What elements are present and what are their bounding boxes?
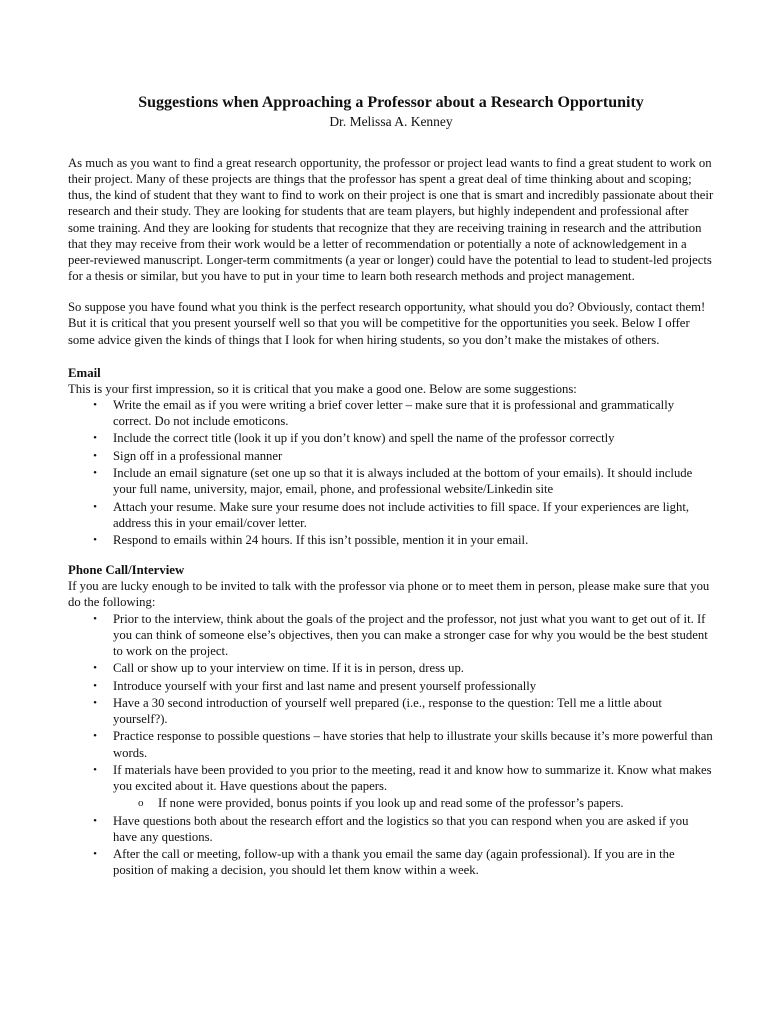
list-item-text: Sign off in a professional manner	[113, 448, 283, 463]
list-item-text: Write the email as if you were writing a brief cover letter – make sure that it is professional and grammatically correct. Do not include emoticons.	[113, 397, 675, 429]
list-item	[68, 762, 714, 794]
list-item	[68, 728, 714, 760]
list-item-text: Prior to the interview, think about the goals of the project and the professor, not just what you want to get out of it. If you can think of someone else’s objectives, then you can make a stronger case for why you would be the best student to work on the project.	[113, 611, 708, 658]
email-list	[68, 397, 714, 548]
bullet-icon: •	[93, 763, 97, 776]
intro-paragraph-2: So suppose you have found what you think is the perfect research opportunity, what should you do? Obviously, contact them! But it is critical that you present yourself well so that you will be competitive for the opportunities you seek. Below I offer some advice given the kinds of things that I look for when hiring students, so you don’t make the mistakes of others.	[68, 300, 706, 347]
bullet-icon: •	[93, 696, 97, 709]
list-item-text: Attach your resume. Make sure your resume does not include activities to fill space. If your experiences are light, address this in your email/cover letter.	[113, 499, 690, 530]
list-item	[68, 465, 714, 497]
email-heading: Email	[68, 365, 101, 380]
email-lead: This is your first impression, so it is critical that you make a good one. Below are some suggestions:	[68, 381, 577, 396]
list-item	[68, 611, 714, 659]
bullet-icon: •	[93, 534, 97, 547]
list-item-text: Introduce yourself with your first and last name and present yourself professionally	[113, 678, 537, 693]
list-item-text: Have a 30 second introduction of yourself well prepared (i.e., response to the question: Tell me a little about yourself?).	[113, 695, 662, 727]
bullet-icon: •	[93, 679, 97, 692]
list-item	[68, 695, 714, 727]
list-item	[68, 430, 714, 446]
list-item-text: Include an email signature (set one up so that it is always included at the bottom of your emails). It should include your full name, university, major, email, phone, and professional website/Linkedin site	[113, 466, 693, 497]
list-item	[68, 448, 714, 464]
document-title: Suggestions when Approaching a Professor about a Research Opportunity	[138, 94, 644, 111]
sub-list-item-text: If none were provided, bonus points if you look up and read some of the professor’s papers.	[158, 796, 624, 811]
bullet-icon: •	[93, 500, 97, 513]
list-item-text: Practice response to possible questions – have stories that help to illustrate your skills because it’s more powerful than words.	[113, 729, 713, 760]
bullet-icon: •	[93, 848, 97, 861]
sub-list-item	[68, 795, 714, 811]
list-item-text: After the call or meeting, follow-up with a thank you email the same day (again professional). If you are in the position of making a decision, you should let them know within a week.	[113, 847, 675, 878]
list-item-text: Have questions both about the research effort and the logistics so that you can respond when you are asked if you have any questions.	[113, 813, 689, 844]
list-item	[68, 532, 714, 548]
phone-list	[68, 611, 714, 879]
phone-heading: Phone Call/Interview	[68, 563, 185, 578]
bullet-icon: •	[93, 662, 97, 675]
bullet-icon: •	[93, 467, 97, 480]
bullet-icon: •	[93, 432, 97, 445]
list-item	[68, 499, 714, 531]
list-item	[68, 660, 714, 676]
phone-lead: If you are lucky enough to be invited to talk with the professor via phone or to meet them in person, please make sure that you do the following:	[68, 579, 710, 610]
bullet-icon: •	[93, 612, 97, 625]
list-item-text: Include the correct title (look it up if you don’t know) and spell the name of the professor correctly	[113, 431, 615, 446]
list-item	[68, 397, 714, 429]
list-item	[68, 846, 714, 878]
bullet-icon: •	[93, 730, 97, 743]
intro-paragraph-1: As much as you want to find a great research opportunity, the professor or project lead wants to find a great student to work on their project. Many of these projects are things that the professor has spent a great deal of time thinking about and scoping; thus, the kind of student that they want to find to work on their project is one that is smart and incredibly passionate about their research and their study. They are looking for students that are team players, but highly independent and professional after some training. And they are looking for students that recognize that they are receiving training in research and the attribution that they may receive from their work would be a letter of recommendation or potentially a note of acknowledgement in a peer-reviewed manuscript. Longer-term commitments (a year or longer) could have the potential to lead to student-led projects for a thesis or similar, but you have to put in your time to learn both research methods and project management.	[68, 156, 714, 284]
list-item	[68, 678, 714, 694]
bullet-icon: •	[93, 449, 97, 462]
author-name: Dr. Melissa A. Kenney	[329, 114, 453, 129]
list-item-text: Call or show up to your interview on time. If it is in person, dress up.	[113, 661, 464, 676]
list-item	[68, 813, 714, 845]
bullet-icon: •	[93, 398, 97, 411]
sub-bullet-icon: o	[138, 797, 144, 810]
bullet-icon: •	[93, 814, 97, 827]
list-item-text: If materials have been provided to you prior to the meeting, read it and know how to summarize it. Know what makes you excited about it. Have questions about the papers.	[113, 762, 712, 794]
list-item-text: Respond to emails within 24 hours. If this isn’t possible, mention it in your email.	[113, 533, 529, 548]
